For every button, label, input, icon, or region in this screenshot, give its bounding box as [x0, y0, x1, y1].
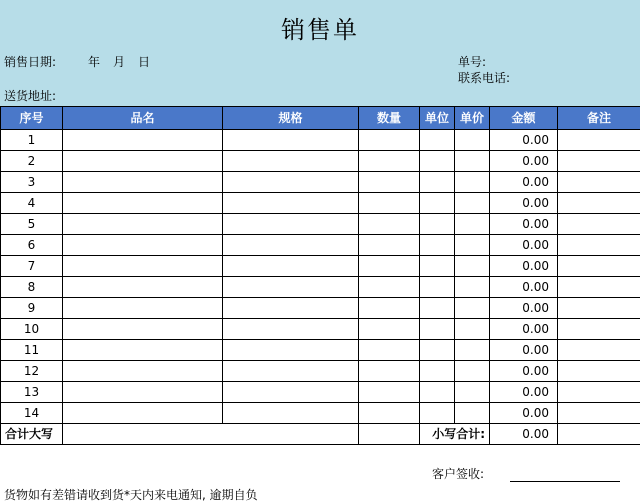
unit-price-cell[interactable] [455, 130, 490, 151]
row-index: 10 [1, 319, 63, 340]
col-header-unit: 单位 [420, 107, 455, 130]
table-row [1, 298, 640, 319]
amount-cell: 0.00 [490, 361, 558, 382]
month-label: 月 [113, 53, 125, 70]
quantity-cell[interactable] [359, 172, 420, 193]
amount-cell: 0.00 [490, 151, 558, 172]
col-header-remarks: 备注 [558, 107, 640, 130]
remarks-cell[interactable] [558, 277, 640, 298]
table-row [1, 361, 640, 382]
capital-total-label: 合计大写 [1, 424, 63, 445]
row-index: 13 [1, 382, 63, 403]
row-index: 9 [1, 298, 63, 319]
remarks-cell[interactable] [558, 193, 640, 214]
quantity-cell[interactable] [359, 340, 420, 361]
spec-cell[interactable] [223, 277, 359, 298]
amount-cell: 0.00 [490, 193, 558, 214]
unit-price-cell[interactable] [455, 256, 490, 277]
unit-cell[interactable] [420, 277, 455, 298]
spec-cell[interactable] [223, 172, 359, 193]
order-header [0, 0, 640, 106]
table-row [1, 172, 640, 193]
row-index: 3 [1, 172, 63, 193]
amount-cell: 0.00 [490, 340, 558, 361]
remarks-cell[interactable] [558, 361, 640, 382]
amount-cell: 0.00 [490, 319, 558, 340]
unit-price-cell[interactable] [455, 235, 490, 256]
unit-cell[interactable] [420, 193, 455, 214]
form-title: 销售单 [0, 10, 640, 45]
amount-cell: 0.00 [490, 214, 558, 235]
row-index: 2 [1, 151, 63, 172]
spec-cell[interactable] [223, 151, 359, 172]
spec-cell[interactable] [223, 361, 359, 382]
unit-price-cell[interactable] [455, 193, 490, 214]
unit-cell[interactable] [420, 256, 455, 277]
row-index: 14 [1, 403, 63, 424]
item-name-cell[interactable] [63, 382, 223, 403]
amount-cell: 0.00 [490, 403, 558, 424]
spec-cell[interactable] [223, 193, 359, 214]
remarks-cell[interactable] [558, 298, 640, 319]
unit-price-cell[interactable] [455, 319, 490, 340]
unit-cell[interactable] [420, 172, 455, 193]
remarks-cell[interactable] [558, 151, 640, 172]
unit-price-cell[interactable] [455, 172, 490, 193]
quantity-cell[interactable] [359, 403, 420, 424]
unit-price-cell[interactable] [455, 340, 490, 361]
unit-cell[interactable] [420, 214, 455, 235]
quantity-cell[interactable] [359, 298, 420, 319]
item-name-cell[interactable] [63, 340, 223, 361]
spec-cell[interactable] [223, 382, 359, 403]
unit-price-cell[interactable] [455, 382, 490, 403]
year-label: 年 [88, 53, 100, 70]
item-name-cell[interactable] [63, 277, 223, 298]
table-row [1, 340, 640, 361]
remarks-cell[interactable] [558, 340, 640, 361]
row-index: 5 [1, 214, 63, 235]
unit-cell[interactable] [420, 382, 455, 403]
col-header-item-name: 品名 [63, 107, 223, 130]
spec-cell[interactable] [223, 403, 359, 424]
sale-date-label: 销售日期: [4, 53, 56, 70]
signature-line[interactable] [510, 481, 620, 482]
row-index: 11 [1, 340, 63, 361]
phone-label: 联系电话: [458, 69, 510, 86]
item-name-cell[interactable] [63, 151, 223, 172]
unit-price-cell[interactable] [455, 151, 490, 172]
row-index: 7 [1, 256, 63, 277]
unit-cell[interactable] [420, 361, 455, 382]
footer-note: 货物如有差错请收到货*天内来电通知, 逾期自负 [4, 486, 258, 503]
item-name-cell[interactable] [63, 361, 223, 382]
totals-row [1, 424, 640, 445]
spec-cell[interactable] [223, 214, 359, 235]
unit-cell[interactable] [420, 130, 455, 151]
capital-total-value[interactable] [63, 424, 359, 445]
table-row [1, 214, 640, 235]
signature-label: 客户签收: [432, 465, 484, 482]
unit-price-cell[interactable] [455, 277, 490, 298]
amount-cell: 0.00 [490, 298, 558, 319]
spec-cell[interactable] [223, 298, 359, 319]
col-header-quantity: 数量 [359, 107, 420, 130]
remarks-cell[interactable] [558, 319, 640, 340]
remarks-cell[interactable] [558, 235, 640, 256]
table-row [1, 277, 640, 298]
row-index: 6 [1, 235, 63, 256]
item-name-cell[interactable] [63, 214, 223, 235]
row-index: 8 [1, 277, 63, 298]
item-name-cell[interactable] [63, 193, 223, 214]
table-row [1, 319, 640, 340]
day-label: 日 [138, 53, 150, 70]
unit-cell[interactable] [420, 340, 455, 361]
item-name-cell[interactable] [63, 256, 223, 277]
table-body [1, 130, 640, 424]
unit-cell[interactable] [420, 151, 455, 172]
remarks-cell[interactable] [558, 256, 640, 277]
col-header-index: 序号 [1, 107, 63, 130]
spec-cell[interactable] [223, 256, 359, 277]
quantity-cell[interactable] [359, 382, 420, 403]
quantity-cell[interactable] [359, 256, 420, 277]
amount-cell: 0.00 [490, 130, 558, 151]
quantity-cell[interactable] [359, 151, 420, 172]
table-row [1, 151, 640, 172]
amount-cell: 0.00 [490, 235, 558, 256]
remarks-cell[interactable] [558, 214, 640, 235]
unit-cell[interactable] [420, 298, 455, 319]
quantity-cell[interactable] [359, 193, 420, 214]
subtotal-value: 0.00 [490, 424, 558, 445]
spec-cell[interactable] [223, 235, 359, 256]
amount-cell: 0.00 [490, 256, 558, 277]
table-row [1, 130, 640, 151]
remarks-cell[interactable] [558, 403, 640, 424]
table-row [1, 256, 640, 277]
table-row [1, 235, 640, 256]
item-name-cell[interactable] [63, 235, 223, 256]
item-name-cell[interactable] [63, 172, 223, 193]
unit-cell[interactable] [420, 319, 455, 340]
amount-cell: 0.00 [490, 382, 558, 403]
sales-table [0, 106, 640, 445]
quantity-cell[interactable] [359, 361, 420, 382]
table-row [1, 403, 640, 424]
unit-price-cell[interactable] [455, 214, 490, 235]
row-index: 4 [1, 193, 63, 214]
remarks-cell[interactable] [558, 382, 640, 403]
unit-cell[interactable] [420, 235, 455, 256]
item-name-cell[interactable] [63, 403, 223, 424]
table-row [1, 193, 640, 214]
unit-price-cell[interactable] [455, 403, 490, 424]
spec-cell[interactable] [223, 130, 359, 151]
totals-remark-cell [558, 424, 640, 445]
table-header-row [1, 107, 640, 130]
quantity-cell[interactable] [359, 235, 420, 256]
quantity-cell[interactable] [359, 277, 420, 298]
amount-cell: 0.00 [490, 277, 558, 298]
item-name-cell[interactable] [63, 298, 223, 319]
unit-price-cell[interactable] [455, 361, 490, 382]
row-index: 12 [1, 361, 63, 382]
quantity-cell[interactable] [359, 214, 420, 235]
unit-cell[interactable] [420, 403, 455, 424]
unit-price-cell[interactable] [455, 298, 490, 319]
subtotal-label: 小写合计: [420, 424, 490, 445]
quantity-cell[interactable] [359, 319, 420, 340]
quantity-cell[interactable] [359, 130, 420, 151]
item-name-cell[interactable] [63, 130, 223, 151]
amount-cell: 0.00 [490, 172, 558, 193]
col-header-unit-price: 单价 [455, 107, 490, 130]
table-row [1, 382, 640, 403]
totals-blank-cell [359, 424, 420, 445]
remarks-cell[interactable] [558, 172, 640, 193]
spec-cell[interactable] [223, 340, 359, 361]
item-name-cell[interactable] [63, 319, 223, 340]
col-header-spec: 规格 [223, 107, 359, 130]
col-header-amount: 金额 [490, 107, 558, 130]
spec-cell[interactable] [223, 319, 359, 340]
order-number-label: 单号: [458, 53, 486, 70]
remarks-cell[interactable] [558, 130, 640, 151]
row-index: 1 [1, 130, 63, 151]
delivery-address-label: 送货地址: [4, 87, 56, 104]
